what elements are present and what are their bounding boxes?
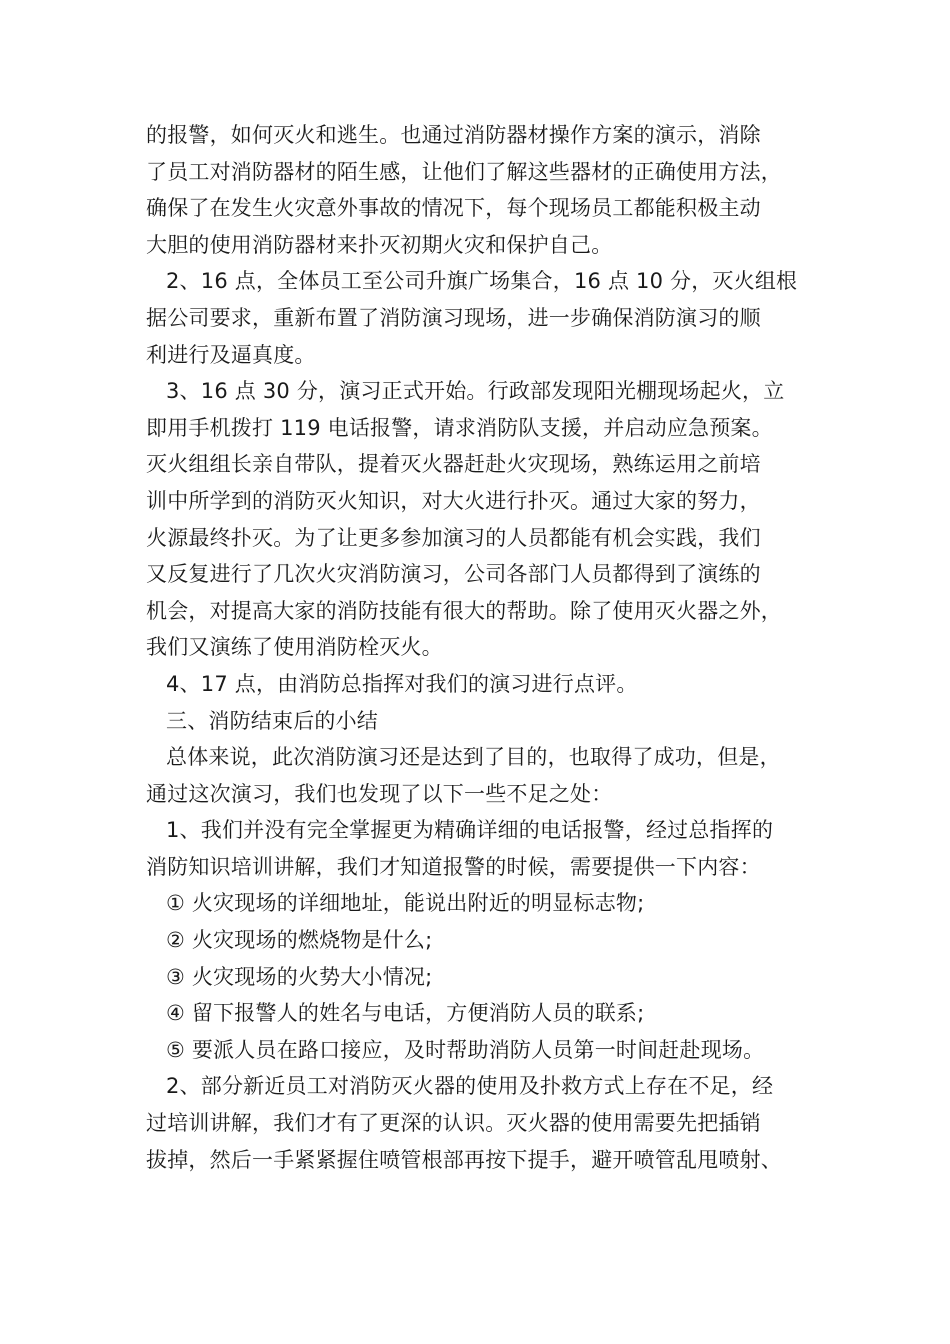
text-line: 机会，对提高大家的消防技能有很大的帮助。除了使用灭火器之外，: [146, 598, 782, 623]
list-item: ② 火灾现场的燃烧物是什么;: [166, 928, 433, 953]
text-line: 训中所学到的消防灭火知识，对大火进行扑灭。通过大家的努力，: [146, 488, 761, 513]
list-item: ③ 火灾现场的火势大小情况;: [166, 964, 433, 989]
text-line: 灭火组组长亲自带队，提着灭火器赶赴火灾现场，熟练运用之前培: [146, 452, 761, 477]
text-line: 的报警，如何灭火和逃生。也通过消防器材操作方案的演示，消除: [146, 123, 761, 147]
text-line: 即用手机拨打 119 电话报警，请求消防队支援，并启动应急预案。: [146, 415, 773, 440]
text-line: 总体来说，此次消防演习还是达到了目的，也取得了成功，但是，: [166, 745, 781, 770]
text-line: 确保了在发生火灾意外事故的情况下，每个现场员工都能积极主动: [146, 196, 761, 221]
list-item: ④ 留下报警人的姓名与电话，方便消防人员的联系;: [166, 1001, 645, 1026]
text-line: 4、17 点，由消防总指挥对我们的演习进行点评。: [166, 671, 638, 696]
text-line: 2、部分新近员工对消防灭火器的使用及扑救方式上存在不足，经: [166, 1074, 774, 1099]
text-line: 大胆的使用消防器材来扑灭初期火灾和保护自己。: [146, 232, 613, 257]
text-line: 通过这次演习，我们也发现了以下一些不足之处：: [146, 781, 613, 806]
text-line: 消防知识培训讲解，我们才知道报警的时候，需要提供一下内容：: [146, 854, 761, 879]
text-line: 3、16 点 30 分，演习正式开始。行政部发现阳光棚现场起火，立: [166, 379, 785, 404]
document-body: [146, 117, 826, 1178]
list-item: ① 火灾现场的详细地址，能说出附近的明显标志物;: [166, 891, 645, 916]
text-line: 了员工对消防器材的陌生感，让他们了解这些器材的正确使用方法，: [146, 159, 782, 184]
section-heading: 三、消防结束后的小结: [166, 708, 378, 733]
text-line: 据公司要求，重新布置了消防演习现场，进一步确保消防演习的顺: [146, 305, 761, 330]
list-item: ⑤ 要派人员在路口接应，及时帮助消防人员第一时间赶赴现场。: [166, 1037, 765, 1062]
text-line: 火源最终扑灭。为了让更多参加演习的人员都能有机会实践，我们: [146, 525, 761, 550]
text-line: 2、16 点，全体员工至公司升旗广场集合，16 点 10 分，灭火组根: [166, 269, 798, 294]
text-line: 我们又演练了使用消防栓灭火。: [146, 635, 443, 660]
text-line: 又反复进行了几次火灾消防演习，公司各部门人员都得到了演练的: [146, 562, 761, 587]
text-line: 1、我们并没有完全掌握更为精确详细的电话报警，经过总指挥的: [166, 818, 774, 843]
text-line: 拔掉，然后一手紧紧握住喷管根部再按下提手，避开喷管乱甩喷射、: [146, 1147, 782, 1172]
text-line: 利进行及逼真度。: [146, 342, 316, 367]
text-line: 过培训讲解，我们才有了更深的认识。灭火器的使用需要先把插销: [146, 1111, 761, 1136]
